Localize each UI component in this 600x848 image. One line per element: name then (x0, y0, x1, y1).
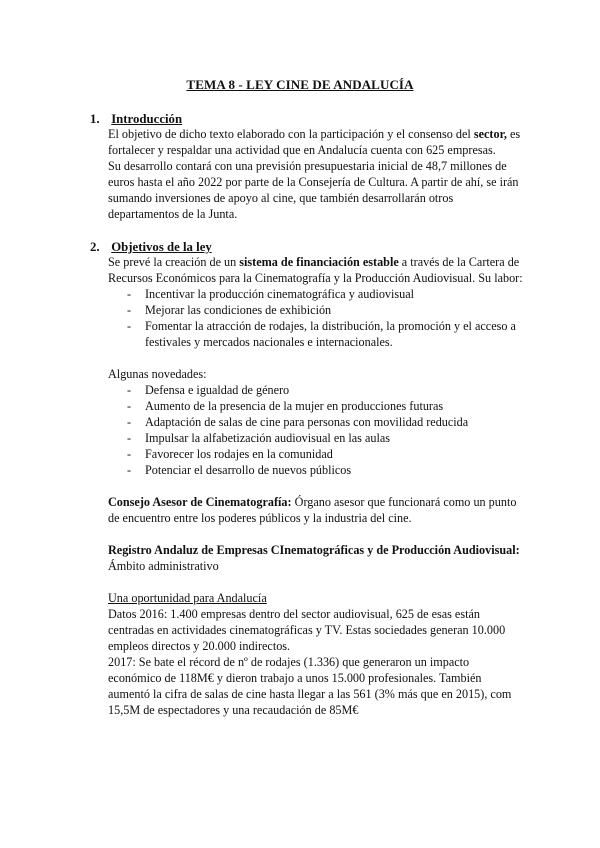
section-1-body (108, 126, 523, 222)
intro-p1-text-end: es fortalecer y respaldar una actividad que en Andalucía cuenta con 625 empresas. (108, 127, 521, 157)
registro-block (108, 542, 523, 574)
novedades-list (108, 382, 523, 478)
section-1-heading (90, 111, 182, 127)
objetivos-bold: sistema de financiación estable (239, 255, 399, 269)
datos-2017-paragraph: 2017: Se bate el récord de nº de rodajes (1.336) que generaron un impacto económico de 118M€ y dieron trabajo a unos 15.000 profesionales. También aumentó la cifra de salas de cine hasta llegar a las 561 (3% más que en 2015), com 15,5M de espectadores y una recaudación de 85M€ (108, 655, 512, 717)
list-item: - Incentivar la producción cinematográfica y audiovisual (108, 286, 523, 302)
intro-paragraph-1 (108, 126, 523, 158)
novedades-block (108, 366, 523, 478)
registro-bold: Registro Andaluz de Empresas CInematográficas y de Producción Audiovisual: (108, 543, 520, 557)
intro-paragraph-2: Su desarrollo contará con una previsión presupuestaria inicial de 48,7 millones de euros hasta el año 2022 por parte de la Consejería de Cultura. A partir de ahí, se irán sumando inversiones de apoyo al cine, que también desarrollarán otros departamentos de la Junta. (108, 159, 519, 221)
section-2-heading (90, 239, 212, 255)
objetivos-paragraph (108, 254, 523, 286)
novedades-label: Algunas novedades: (108, 367, 207, 381)
oportunidad-heading: Una oportunidad para Andalucía (108, 591, 267, 605)
consejo-label: Consejo Asesor de Cinematografía: (108, 495, 292, 509)
objetivos-text-end: a través de la Cartera de Recursos Económicos para la Cinematografía y la Producción Audiovisual. Su labor: (108, 255, 523, 285)
list-item: - Fomentar la atracción de rodajes, la distribución, la promoción y el acceso a festivales y mercados nacionales e internacionales. (108, 318, 523, 350)
objetivos-text: Se prevé la creación de un (108, 255, 240, 269)
list-item: - Adaptación de salas de cine para personas con movilidad reducida (108, 414, 523, 430)
list-item: - Impulsar la alfabetización audiovisual en las aulas (108, 430, 523, 446)
section-1-title: Introducción (111, 112, 183, 126)
list-item: - Favorecer los rodajes en la comunidad (108, 446, 523, 462)
consejo-text: Órgano asesor que funcionará como un punto de encuentro entre los poderes públicos y la industria del cine. (108, 495, 517, 525)
registro-text: Ámbito administrativo (108, 559, 219, 573)
intro-p1-text: El objetivo de dicho texto elaborado con la participación y el consenso del (108, 127, 474, 141)
registro-label (108, 542, 523, 558)
labor-list (108, 286, 523, 350)
list-item: - Mejorar las condiciones de exhibición (108, 302, 523, 318)
oportunidad-block (108, 590, 523, 718)
datos-2016-paragraph: Datos 2016: 1.400 empresas dentro del sector audiovisual, 625 de esas están centradas en actividades cinematográficas y TV. Estas sociedades generan 10.000 empleos directos y 20.000 indirectos. (108, 607, 506, 653)
consejo-block (108, 494, 523, 526)
section-2-number: 2. (90, 240, 100, 254)
section-2-title: Objetivos de la ley (111, 240, 212, 254)
list-item: - Defensa e igualdad de género (108, 382, 523, 398)
section-2-body (108, 254, 523, 350)
intro-p1-bold: sector, (473, 127, 507, 141)
list-item: - Aumento de la presencia de la mujer en producciones futuras (108, 398, 523, 414)
consejo-paragraph (108, 494, 523, 526)
list-item: - Potenciar el desarrollo de nuevos públicos (108, 462, 523, 478)
section-1-number: 1. (90, 112, 100, 126)
document-title: TEMA 8 - LEY CINE DE ANDALUCÍA (186, 77, 414, 92)
